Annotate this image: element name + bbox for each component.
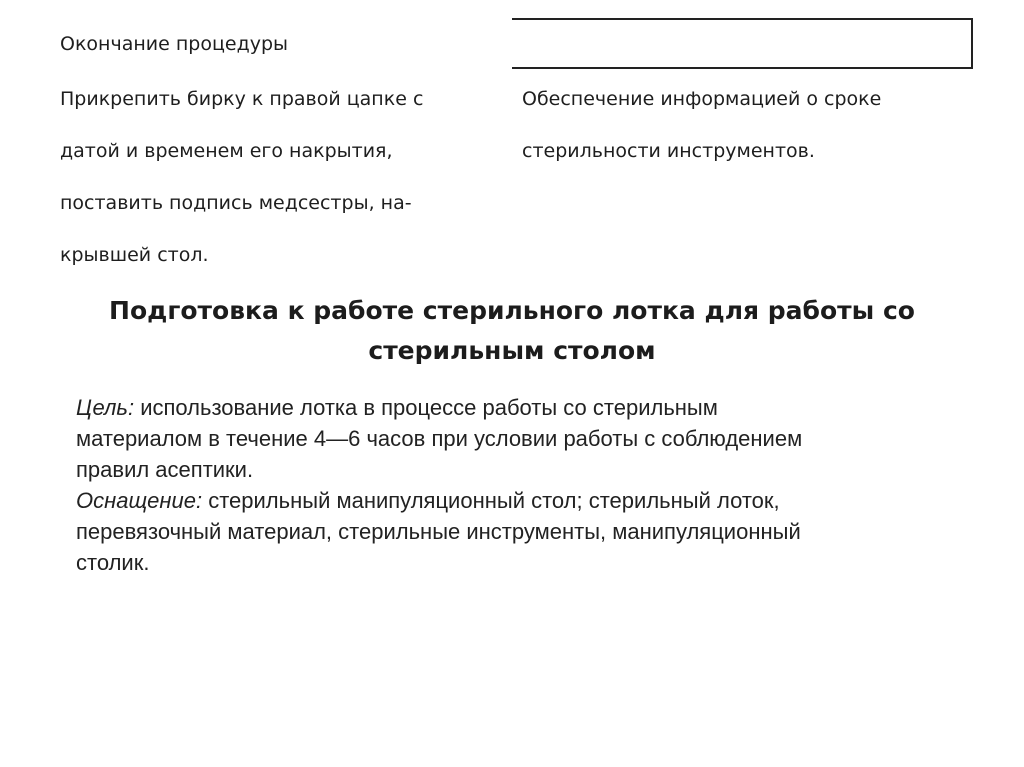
goal-label: Цель: [76,395,135,420]
step-line-3: поставить подпись медсестры, на- [60,192,412,214]
table-empty-cell [512,18,973,69]
goal-text-1: использование лотка в процессе работы со стерильным [134,395,718,420]
purpose-line-2: стерильности инструментов. [522,140,815,162]
equipment-label: Оснащение: [76,488,203,513]
goal-line-1 [76,392,976,423]
section-heading-line-2: стерильным столом [368,336,656,365]
purpose-line-1: Обеспечение информацией о сроке [522,88,882,110]
section-heading [0,291,1024,371]
procedure-end-title: Окончание процедуры [60,33,289,55]
equipment-line-2: перевязочный материал, стерильные инструменты, манипуляционный [76,519,801,544]
step-line-2: датой и временем его накрытия, [60,140,393,162]
goal-line-3: правил асептики. [76,457,254,482]
equipment-line-3: столик. [76,550,150,575]
step-line-4: крывшей стол. [60,244,209,266]
section-heading-line-1: Подготовка к работе стерильного лотка для работы со [109,296,915,325]
step-line-1: Прикрепить бирку к правой цапке с [60,88,424,110]
equipment-line-1 [76,485,976,516]
description-block [76,392,976,578]
equipment-text-1: стерильный манипуляционный стол; стерильный лоток, [202,488,780,513]
goal-line-2: материалом в течение 4—6 часов при условии работы с соблюдением [76,426,803,451]
